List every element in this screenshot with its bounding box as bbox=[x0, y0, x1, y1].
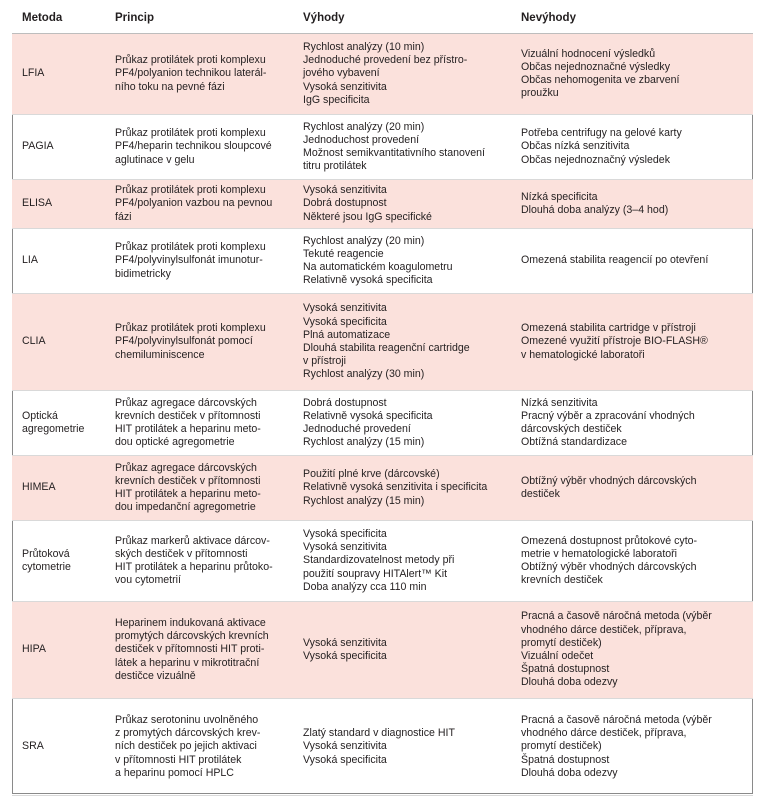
cell-nevyhody bbox=[513, 294, 753, 391]
cell-vyhody bbox=[295, 229, 513, 294]
cell-nevyhody bbox=[513, 34, 753, 115]
table-row bbox=[12, 294, 753, 391]
cell-line: Průkaz protilátek proti komplexu bbox=[115, 184, 266, 197]
cell-line: CLIA bbox=[22, 335, 46, 348]
cell-line: Průkaz markerů aktivace dárcov- bbox=[115, 534, 270, 547]
cell-line: Zlatý standard v diagnostice HIT bbox=[303, 727, 455, 740]
cell-nevyhody bbox=[513, 391, 753, 456]
cell-line: Nízká senzitivita bbox=[521, 396, 598, 409]
cell-line: Potřeba centrifugy na gelové karty bbox=[521, 127, 682, 140]
cell-line: Obtížný výběr vhodných dárcovských bbox=[521, 474, 697, 487]
cell-line: Relativně vysoká senzitivita i specificita bbox=[303, 481, 488, 494]
cell-line: Průkaz agregace dárcovských bbox=[115, 396, 257, 409]
cell-line: ských destiček v přítomnosti bbox=[115, 547, 248, 560]
cell-line: PAGIA bbox=[22, 140, 54, 153]
cell-line: agregometrie bbox=[22, 423, 85, 435]
cell-line: vou cytometrií bbox=[115, 574, 181, 587]
cell-line: Vysoká specificita bbox=[303, 753, 387, 766]
cell-metoda bbox=[12, 115, 107, 180]
cell-line: Pracná a časově náročná metoda (výběr bbox=[521, 713, 712, 726]
cell-line: Relativně vysoká specificita bbox=[303, 409, 433, 422]
cell-line: HIT protilátek a heparinu průtoko- bbox=[115, 561, 273, 573]
header-princip: Princip bbox=[107, 2, 295, 34]
cell-line: Plná automatizace bbox=[303, 328, 391, 341]
cell-princip bbox=[107, 180, 295, 229]
cell-line: ELISA bbox=[22, 197, 53, 210]
cell-line: promytí destiček) bbox=[521, 636, 602, 649]
cell-line: Rychlost analýzy (10 min) bbox=[303, 40, 425, 53]
cell-line: Dobrá dostupnost bbox=[303, 197, 387, 210]
cell-line: z promytých dárcovských krev- bbox=[115, 727, 261, 740]
cell-line: Dlouhá doba odezvy bbox=[521, 676, 618, 689]
cell-metoda bbox=[12, 391, 107, 456]
cell-metoda bbox=[12, 699, 107, 796]
cell-line: Použití plné krve (dárcovské) bbox=[303, 468, 440, 481]
cell-nevyhody bbox=[513, 229, 753, 294]
table-row bbox=[12, 456, 753, 521]
cell-vyhody bbox=[295, 34, 513, 115]
cell-line: Průkaz protilátek proti komplexu bbox=[115, 241, 266, 254]
table-row bbox=[12, 602, 753, 699]
cell-line: destiček v přítomnosti HIT proti- bbox=[115, 643, 265, 656]
cell-princip bbox=[107, 602, 295, 699]
cell-line: SRA bbox=[22, 740, 44, 753]
cell-line: Dobrá dostupnost bbox=[303, 396, 387, 409]
cell-line: Heparinem indukovaná aktivace bbox=[115, 616, 266, 629]
cell-line: cytometrie bbox=[22, 561, 71, 573]
cell-nevyhody bbox=[513, 115, 753, 180]
cell-line: IgG specificita bbox=[303, 93, 370, 106]
cell-vyhody bbox=[295, 456, 513, 521]
table-row bbox=[12, 229, 753, 294]
cell-line: Doba analýzy cca 110 min bbox=[303, 580, 427, 593]
cell-line: Pracná a časově náročná metoda (výběr bbox=[521, 610, 712, 623]
table-row bbox=[12, 180, 753, 229]
cell-metoda bbox=[12, 602, 107, 699]
cell-line: Na automatickém koagulometru bbox=[303, 261, 453, 273]
cell-line: Možnost semikvantitativního stanovení bbox=[303, 147, 485, 159]
cell-line: Tekuté reagencie bbox=[303, 247, 384, 260]
cell-line: Špatná dostupnost bbox=[521, 663, 610, 676]
cell-line: dou optické agregometrie bbox=[115, 436, 235, 449]
cell-line: Vysoká senzitivita bbox=[303, 541, 387, 554]
cell-line: PF4/polyanion vazbou na pevnou bbox=[115, 197, 273, 210]
cell-line: Rychlost analýzy (15 min) bbox=[303, 494, 425, 507]
cell-line: PF4/heparin technikou sloupcové bbox=[115, 140, 272, 153]
cell-line: v přítomnosti HIT protilátek bbox=[115, 753, 242, 766]
cell-line: Průtoková bbox=[22, 547, 70, 560]
cell-line: Průkaz serotoninu uvolněného bbox=[115, 713, 259, 726]
cell-line: Jednoduché provedení bbox=[303, 423, 411, 435]
cell-line: Občas nízká senzitivita bbox=[521, 140, 630, 153]
table-row bbox=[12, 699, 753, 796]
header-nevyhody: Nevýhody bbox=[513, 2, 753, 34]
cell-line: Omezená dostupnost průtokové cyto- bbox=[521, 534, 698, 547]
cell-line: LFIA bbox=[22, 67, 45, 80]
cell-line: chemiluminiscence bbox=[115, 348, 205, 361]
cell-line: destičce vizuálně bbox=[115, 669, 196, 682]
cell-line: Nízká specificita bbox=[521, 190, 598, 203]
cell-line: HIMEA bbox=[22, 481, 56, 494]
cell-line: Optická bbox=[22, 409, 58, 422]
cell-line: použití soupravy HITAlert™ Kit bbox=[303, 567, 448, 580]
cell-line: LIA bbox=[22, 254, 38, 267]
cell-line: Průkaz agregace dárcovských bbox=[115, 461, 257, 474]
cell-line: vhodného dárce destiček, příprava, bbox=[521, 727, 687, 740]
cell-line: Vysoká specificita bbox=[303, 527, 387, 540]
cell-line: PF4/polyvinylsulfonát pomocí bbox=[115, 335, 253, 348]
table-body bbox=[12, 34, 753, 796]
cell-metoda bbox=[12, 456, 107, 521]
cell-line: v hematologické laboratoři bbox=[521, 348, 645, 361]
cell-line: Vizuální odečet bbox=[521, 650, 594, 662]
cell-line: HIT protilátek a heparinu meto- bbox=[115, 423, 261, 435]
comparison-table bbox=[12, 2, 753, 796]
cell-line: Rychlost analýzy (30 min) bbox=[303, 368, 425, 381]
cell-line: Vysoká senzitivita bbox=[303, 302, 387, 315]
cell-line: destiček bbox=[521, 488, 560, 500]
header-metoda: Metoda bbox=[12, 2, 107, 34]
cell-princip bbox=[107, 699, 295, 796]
cell-line: Obtížný výběr vhodných dárcovských bbox=[521, 561, 697, 573]
table-row bbox=[12, 521, 753, 602]
cell-line: Rychlost analýzy (15 min) bbox=[303, 436, 425, 449]
cell-metoda bbox=[12, 521, 107, 602]
cell-line: promytých dárcovských krevních bbox=[115, 630, 269, 643]
cell-nevyhody bbox=[513, 602, 753, 699]
cell-line: titru protilátek bbox=[303, 160, 367, 173]
cell-line: krevních destiček v přítomnosti bbox=[115, 474, 261, 487]
cell-line: Průkaz protilátek proti komplexu bbox=[115, 322, 266, 335]
cell-line: krevních destiček v přítomnosti bbox=[115, 409, 261, 422]
cell-vyhody bbox=[295, 115, 513, 180]
cell-line: Občas nehomogenita ve zbarvení bbox=[521, 74, 680, 86]
cell-line: Některé jsou IgG specifické bbox=[303, 210, 432, 223]
cell-line: Průkaz protilátek proti komplexu bbox=[115, 54, 266, 67]
cell-metoda bbox=[12, 34, 107, 115]
cell-princip bbox=[107, 115, 295, 180]
cell-vyhody bbox=[295, 699, 513, 796]
cell-line: Jednoduché provedení bez přístro- bbox=[303, 54, 468, 67]
cell-line: Průkaz protilátek proti komplexu bbox=[115, 127, 266, 140]
cell-line: Omezená stabilita reagencií po otevření bbox=[521, 254, 709, 267]
cell-line: Rychlost analýzy (20 min) bbox=[303, 234, 425, 247]
cell-metoda bbox=[12, 229, 107, 294]
cell-line: Vysoká specificita bbox=[303, 650, 387, 662]
cell-nevyhody bbox=[513, 456, 753, 521]
cell-line: Omezené využití přístroje BIO-FLASH® bbox=[521, 335, 708, 348]
cell-line: vhodného dárce destiček, příprava, bbox=[521, 623, 687, 636]
cell-line: PF4/polyvinylsulfonát imunotur- bbox=[115, 254, 263, 267]
cell-line: Relativně vysoká specificita bbox=[303, 274, 433, 287]
cell-nevyhody bbox=[513, 699, 753, 796]
cell-vyhody bbox=[295, 180, 513, 229]
cell-line: proužku bbox=[521, 87, 559, 100]
cell-line: v přístroji bbox=[303, 355, 346, 368]
cell-line: Obtížná standardizace bbox=[521, 436, 627, 449]
table-row bbox=[12, 115, 753, 180]
cell-line: Občas nejednoznačný výsledek bbox=[521, 153, 670, 166]
table-row bbox=[12, 34, 753, 115]
cell-line: Dlouhá doba analýzy (3–4 hod) bbox=[521, 204, 669, 216]
cell-line: PF4/polyanion technikou laterál- bbox=[115, 67, 267, 80]
cell-line: fázi bbox=[115, 210, 132, 223]
cell-line: ního toku na pevné fázi bbox=[115, 80, 225, 93]
header-vyhody: Výhody bbox=[295, 2, 513, 34]
cell-line: aglutinace v gelu bbox=[115, 153, 195, 166]
cell-line: Jednoduchost provedení bbox=[303, 133, 420, 146]
cell-line: Vysoká senzitivita bbox=[303, 740, 387, 753]
cell-princip bbox=[107, 391, 295, 456]
cell-princip bbox=[107, 229, 295, 294]
cell-princip bbox=[107, 294, 295, 391]
cell-line: Omezená stabilita cartridge v přístroji bbox=[521, 322, 696, 335]
cell-line: jového vybavení bbox=[303, 67, 380, 80]
cell-princip bbox=[107, 34, 295, 115]
cell-line: ních destiček po jejich aktivaci bbox=[115, 740, 257, 753]
cell-line: Vysoká senzitivita bbox=[303, 636, 387, 649]
cell-line: krevních destiček bbox=[521, 574, 603, 587]
cell-vyhody bbox=[295, 521, 513, 602]
cell-line: bidimetricky bbox=[115, 267, 171, 280]
cell-princip bbox=[107, 456, 295, 521]
cell-line: dou impedanční agregometrie bbox=[115, 501, 256, 514]
cell-nevyhody bbox=[513, 180, 753, 229]
cell-line: Pracný výběr a zpracování vhodných bbox=[521, 409, 695, 422]
cell-vyhody bbox=[295, 602, 513, 699]
table-row bbox=[12, 391, 753, 456]
cell-line: Rychlost analýzy (20 min) bbox=[303, 120, 425, 133]
cell-line: Standardizovatelnost metody při bbox=[303, 554, 455, 567]
cell-line: HIT protilátek a heparinu meto- bbox=[115, 488, 261, 500]
cell-metoda bbox=[12, 294, 107, 391]
cell-nevyhody bbox=[513, 521, 753, 602]
cell-line: Vizuální hodnocení výsledků bbox=[521, 47, 656, 60]
cell-line: dárcovských destiček bbox=[521, 423, 622, 435]
cell-vyhody bbox=[295, 391, 513, 456]
cell-metoda bbox=[12, 180, 107, 229]
cell-line: látek a heparinu v mikrotitrační bbox=[115, 656, 260, 669]
cell-line: Občas nejednoznačné výsledky bbox=[521, 60, 670, 73]
cell-princip bbox=[107, 521, 295, 602]
cell-line: Dlouhá doba odezvy bbox=[521, 766, 618, 779]
cell-line: Vysoká senzitivita bbox=[303, 80, 387, 93]
cell-vyhody bbox=[295, 294, 513, 391]
cell-line: metrie v hematologické laboratoři bbox=[521, 547, 678, 560]
cell-line: Špatná dostupnost bbox=[521, 753, 610, 766]
cell-line: promytí destiček) bbox=[521, 740, 602, 753]
cell-line: a heparinu pomocí HPLC bbox=[115, 766, 234, 779]
cell-line: Vysoká specificita bbox=[303, 315, 387, 328]
header-row bbox=[12, 2, 753, 34]
cell-line: HIPA bbox=[22, 643, 46, 656]
cell-line: Vysoká senzitivita bbox=[303, 184, 387, 197]
cell-line: Dlouhá stabilita reagenční cartridge bbox=[303, 342, 470, 354]
